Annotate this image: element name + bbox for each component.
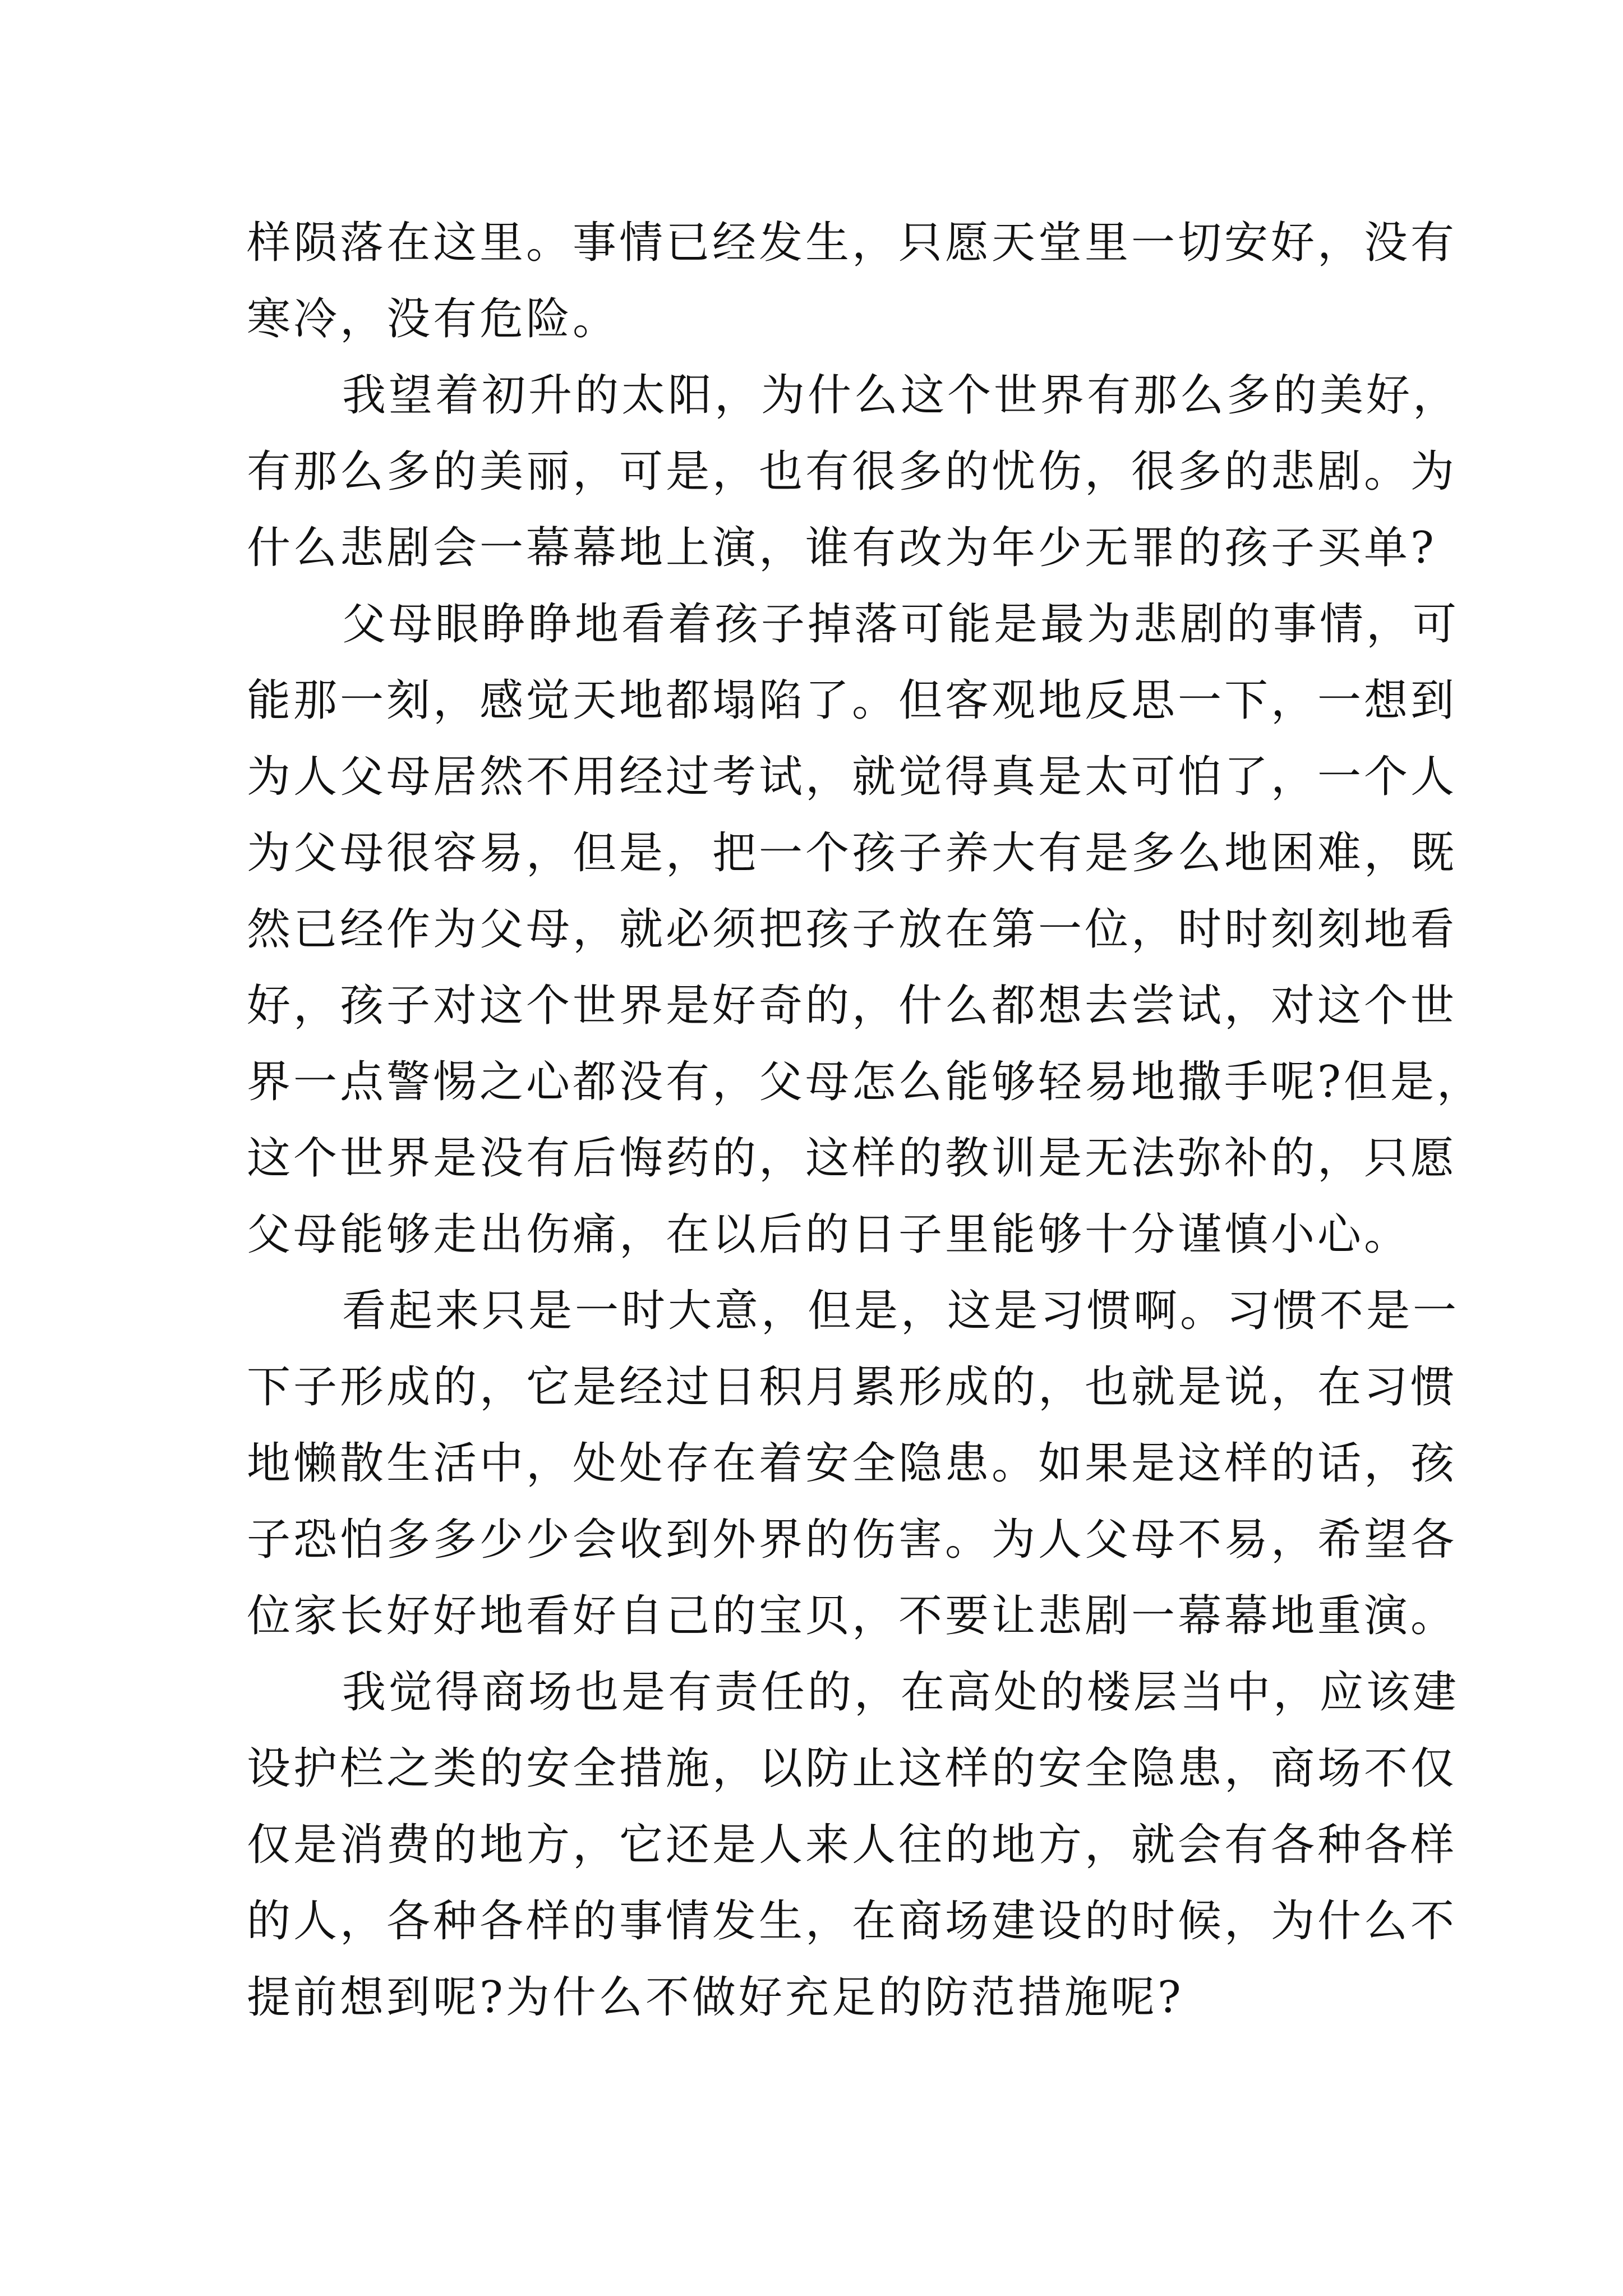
text-line: 设护栏之类的安全措施，以防止这样的安全隐患，商场不仅 xyxy=(247,1743,1458,1794)
text-line: 有那么多的美丽，可是，也有很多的忧伤，很多的悲剧。为 xyxy=(247,447,1458,497)
paragraph-start-line: 我望着初升的太阳，为什么这个世界有那么多的美好， xyxy=(342,370,1460,421)
text-line: 下子形成的，它是经过日积月累形成的，也就是说，在习惯 xyxy=(247,1362,1458,1412)
text-line: 父母能够走出伤痛，在以后的日子里能够十分谨慎小心。 xyxy=(247,1209,1411,1260)
text-line: 寒冷，没有危险。 xyxy=(247,294,620,344)
text-line: 提前想到呢?为什么不做好充足的防范措施呢? xyxy=(247,1972,1184,2023)
text-line: 能那一刻，感觉天地都塌陷了。但客观地反思一下，一想到 xyxy=(247,675,1458,726)
text-line: 然已经作为父母，就必须把孩子放在第一位，时时刻刻地看 xyxy=(247,904,1458,955)
paragraph-start-line: 父母眼睁睁地看着孩子掉落可能是最为悲剧的事情，可 xyxy=(342,599,1460,650)
text-line: 样陨落在这里。事情已经发生，只愿天堂里一切安好，没有 xyxy=(247,218,1458,268)
text-line: 子恐怕多多少少会收到外界的伤害。为人父母不易，希望各 xyxy=(247,1515,1458,1565)
text-line: 位家长好好地看好自己的宝贝，不要让悲剧一幕幕地重演。 xyxy=(247,1591,1458,1641)
text-line: 好，孩子对这个世界是好奇的，什么都想去尝试，对这个世 xyxy=(247,981,1458,1031)
text-line: 什么悲剧会一幕幕地上演，谁有改为年少无罪的孩子买单? xyxy=(247,523,1437,573)
text-line: 为人父母居然不用经过考试，就觉得真是太可怕了，一个人 xyxy=(247,752,1458,802)
paragraph-start-line: 我觉得商场也是有责任的，在高处的楼层当中，应该建 xyxy=(342,1667,1460,1718)
paragraph-start-line: 看起来只是一时大意，但是，这是习惯啊。习惯不是一 xyxy=(342,1286,1460,1336)
text-line: 为父母很容易，但是，把一个孩子养大有是多么地困难，既 xyxy=(247,828,1458,878)
text-line: 界一点警惕之心都没有，父母怎么能够轻易地撒手呢?但是， xyxy=(247,1057,1483,1107)
document-body xyxy=(247,205,1483,2036)
text-line: 这个世界是没有后悔药的，这样的教训是无法弥补的，只愿 xyxy=(247,1133,1458,1184)
text-line: 的人，各种各样的事情发生，在商场建设的时候，为什么不 xyxy=(247,1896,1458,1947)
text-line: 地懒散生活中，处处存在着安全隐患。如果是这样的话，孩 xyxy=(247,1438,1458,1489)
text-line: 仅是消费的地方，它还是人来人往的地方，就会有各种各样 xyxy=(247,1820,1458,1870)
